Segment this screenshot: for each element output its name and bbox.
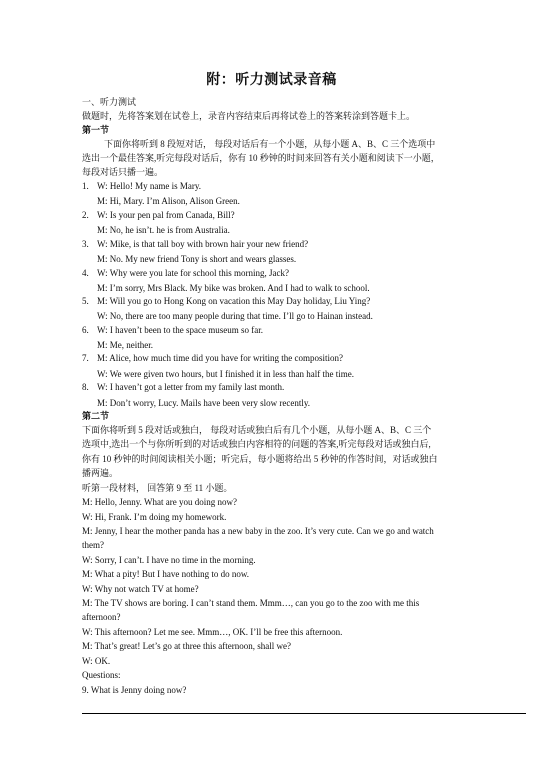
intro-text: 做题时，先将答案划在试卷上，录音内容结束后再将试卷上的答案转涂到答题卡上。 — [82, 111, 416, 121]
dialogue-line: W: No, there are too many people during that time. I’ll go to Hainan instead. — [97, 311, 373, 321]
dialogue-number: 7. — [82, 353, 89, 363]
dialogue-line: W: Hello! My name is Mary. — [97, 181, 202, 191]
transcript-line: W: Why not watch TV at home? — [82, 584, 199, 594]
section-heading: 一、听力测试 — [82, 97, 137, 107]
dialogue-number: 3. — [82, 239, 89, 249]
part2-instruction: 选项中,选出一个与你所听到的对话或独白内容相符的问题的答案,听完每段对话或独白后, — [82, 439, 431, 449]
transcript-line: M: That’s great! Let’s go at three this afternoon, shall we? — [82, 641, 292, 651]
transcript-line: them? — [82, 540, 104, 550]
transcript-line: W: Hi, Frank. I’m doing my homework. — [82, 512, 227, 522]
part2-instruction: 播两遍。 — [82, 468, 119, 478]
question-item: 9. What is Jenny doing now? — [82, 685, 187, 695]
dialogue-line: W: We were given two hours, but I finished it in less than half the time. — [97, 369, 354, 379]
questions-label: Questions: — [82, 670, 121, 680]
page-title: 附：听力测试录音稿 — [206, 72, 337, 88]
dialogue-line: W: Mike, is that tall boy with brown hair your new friend? — [97, 239, 309, 249]
dialogue-line: M: Hi, Mary. I’m Alison, Alison Green. — [97, 196, 240, 206]
transcript-line: W: Sorry, I can’t. I have no time in the morning. — [82, 555, 256, 565]
dialogue-line: W: Is your pen pal from Canada, Bill? — [97, 210, 235, 220]
dialogue-line: M: No, he isn’t. he is from Australia. — [97, 225, 230, 235]
transcript-line: M: Jenny, I hear the mother panda has a new baby in the zoo. It’s very cute. Can we go and watch — [82, 526, 434, 536]
material-heading: 听第一段材料， 回答第 9 至 11 小题。 — [82, 483, 233, 493]
transcript-line: W: This afternoon? Let me see. Mmm…, OK. I’ll be free this afternoon. — [82, 627, 343, 637]
transcript-line: M: What a pity! But I have nothing to do now. — [82, 569, 249, 579]
dialogue-number: 4. — [82, 268, 89, 278]
dialogue-line: M: Alice, how much time did you have for writing the composition? — [97, 353, 343, 363]
part2-instruction: 下面你将听到 5 段对话或独白， 每段对话或独白后有几个小题，从每小题 A、B、C 三个 — [82, 425, 432, 435]
dialogue-line: W: Why were you late for school this morning, Jack? — [97, 268, 289, 278]
transcript-line: afternoon? — [82, 612, 121, 622]
dialogue-number: 5. — [82, 296, 89, 306]
dialogue-number: 6. — [82, 325, 89, 335]
part1-heading: 第一节 — [82, 125, 110, 135]
transcript-line: M: The TV shows are boring. I can’t stand them. Mmm…, can you go to the zoo with me this — [82, 598, 420, 608]
dialogue-line: M: No. My new friend Tony is short and wears glasses. — [97, 254, 297, 264]
part1-instruction: 每段对话只播一遍。 — [82, 167, 164, 177]
dialogue-line: W: I haven’t got a letter from my family last month. — [97, 382, 285, 392]
transcript-line: W: OK. — [82, 656, 111, 666]
part2-heading: 第二节 — [82, 411, 110, 421]
dialogue-number: 2. — [82, 210, 89, 220]
part1-instruction: 下面你将听到 8 段短对话， 每段对话后有一个小题，从每小题 A、B、C 三个选项中 — [104, 139, 436, 149]
dialogue-line: M: Me, neither. — [97, 340, 153, 350]
dialogue-line: M: I’m sorry, Mrs Black. My bike was broken. And I had to walk to school. — [97, 283, 370, 293]
part1-instruction: 选出一个最佳答案,听完每段对话后，你有 10 秒钟的时间来回答有关小题和阅读下一小题， — [82, 153, 440, 163]
dialogue-line: W: I haven’t been to the space museum so far. — [97, 325, 263, 335]
dialogue-line: M: Will you go to Hong Kong on vacation this May Day holiday, Liu Ying? — [97, 296, 371, 306]
transcript-line: M: Hello, Jenny. What are you doing now? — [82, 497, 237, 507]
dialogue-line: M: Don’t worry, Lucy. Mails have been very slow recently. — [97, 398, 311, 408]
part2-instruction: 你有 10 秒钟的时间阅读相关小题；听完后，每小题将给出 5 秒钟的作答时间，对话或独白 — [82, 454, 438, 464]
dialogue-number: 8. — [82, 382, 89, 392]
dialogue-number: 1. — [82, 181, 89, 191]
footer-rule — [82, 713, 526, 714]
